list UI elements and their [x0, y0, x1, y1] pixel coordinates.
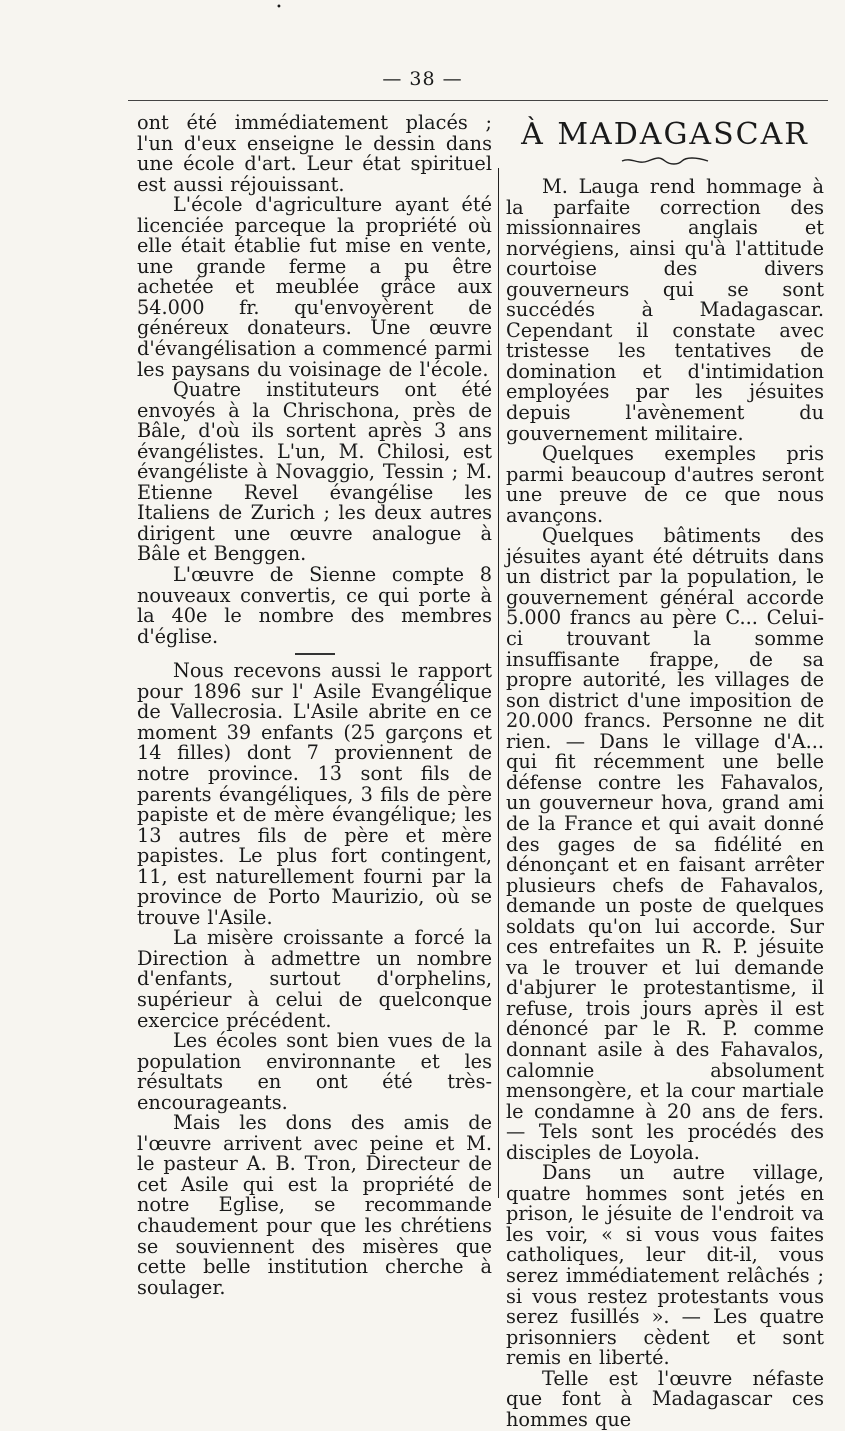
header-rule — [128, 100, 828, 101]
paragraph: Nous recevons aussi le rapport pour 1896 sur l' Asile Evangélique de Vallecrosia. L'Asile abrite en ce moment 39 enfants (25 garçons et 14 filles) dont 7 proviennent de notre province. 13 sont fils de parents évangéliques, 3 fils de père papiste et de mère évangélique; les 13 autres fils de père et mère papistes. Le plus fort contingent, 11, est naturellement fourni par la province de Porto Maurizio, où se trouve l'Asile. — [137, 659, 492, 929]
paragraph: La misère croissante a forcé la Direction à admettre un nombre d'enfants, surtout d'orphelins, supérieur à celui de quelconque exercice précédent. — [137, 926, 492, 1032]
paragraph: L'école d'agriculture ayant été licenciée parceque la propriété où elle était établie fut mise en vente, une grande ferme a pu être achetée et meublée grâce aux 54.000 fr. qu'envoyèrent de généreux donateurs. Une œuvre d'évangélisation a commencé parmi les paysans du voisinage de l'école. — [137, 193, 492, 381]
right-column — [506, 113, 824, 1430]
paragraph: Quelques bâtiments des jésuites ayant été détruits dans un district par la population, le gouvernement général accorde 5.000 francs au père C... Celui-ci trouvant la somme insuffisante frappe, de sa propre autorité, les villages de son district d'une imposition de 20.000 francs. Personne ne dit rien. — Dans le village d'A... qui fit récemment une belle défense contre les Fahavalos, un gouverneur hova, grand ami de la France et qui avait donné des gages de sa fidélité en dénonçant et en faisant arrêter plusieurs chefs de Fahavalos, demande un poste de quelques soldats qu'on lui accorde. Sur ces entrefaites un R. P. jésuite va le trouver et lui demande d'abjurer le protestantisme, il refuse, trois jours après il est dénoncé par le R. P. comme donnant asile à des Fahavalos, calomnie absolument mensongère, et la cour martiale le condamne à 20 ans de fers. — Tels sont les procédés des disciples de Loyola. — [506, 524, 824, 1164]
page-number: — 38 — — [382, 68, 463, 90]
left-column — [137, 113, 492, 1298]
paragraph: M. Lauga rend hommage à la parfaite correction des missionnaires anglais et norvégiens, ainsi qu'à l'attitude courtoise des divers gouverneurs qui se sont succédés à Madagascar. Cependant il constate avec tristesse les tentatives de domination et d'intimidation employées par les jésuites depuis l'avènement du gouvernement militaire. — [506, 175, 824, 445]
section-heading: À MADAGASCAR — [521, 117, 809, 152]
paragraph: Mais les dons des amis de l'œuvre arrivent avec peine et M. le pasteur A. B. Tron, Directeur de cet Asile qui est la propriété de notre Eglise, se recommande chaudement pour que les chrétiens se souviennent des misères que cette belle institution cherche à soulager. — [137, 1111, 492, 1299]
paragraph: L'œuvre de Sienne compte 8 nouveaux convertis, ce qui porte à la 40e le nombre des membres d'église. — [137, 563, 492, 648]
section-separator — [295, 653, 335, 655]
column-divider — [498, 168, 499, 1198]
paragraph: Telle est l'œuvre néfaste que font à Madagascar ces hommes que — [506, 1366, 824, 1431]
flourish-ornament — [620, 155, 710, 167]
paragraph: Les écoles sont bien vues de la population environnante et les résultats en ont été très-encourageants. — [137, 1029, 492, 1114]
paragraph: Quelques exemples pris parmi beaucoup d'autres seront une preuve de ce que nous avançons. — [506, 442, 824, 527]
ink-mark: • — [276, 2, 282, 13]
paragraph: Dans un autre village, quatre hommes sont jetés en prison, le jésuite de l'endroit va les voir, « si vous vous faites catholiques, leur dit-il, vous serez immédiatement relâchés ; si vous restez protestants vous serez fusillés ». — Les quatre prisonniers cèdent et sont remis en liberté. — [506, 1161, 824, 1370]
paragraph: Quatre instituteurs ont été envoyés à la Chrischona, près de Bâle, d'où ils sortent après 3 ans évangélistes. L'un, M. Chilosi, est évangéliste à Novaggio, Tessin ; M. Etienne Revel évangélise les Italiens de Zurich ; les deux autres dirigent une œuvre analogue à Bâle et Benggen. — [137, 378, 492, 566]
paragraph: ont été immédiatement placés ; l'un d'eux enseigne le dessin dans une école d'art. Leur état spirituel est aussi réjouissant. — [137, 111, 492, 196]
